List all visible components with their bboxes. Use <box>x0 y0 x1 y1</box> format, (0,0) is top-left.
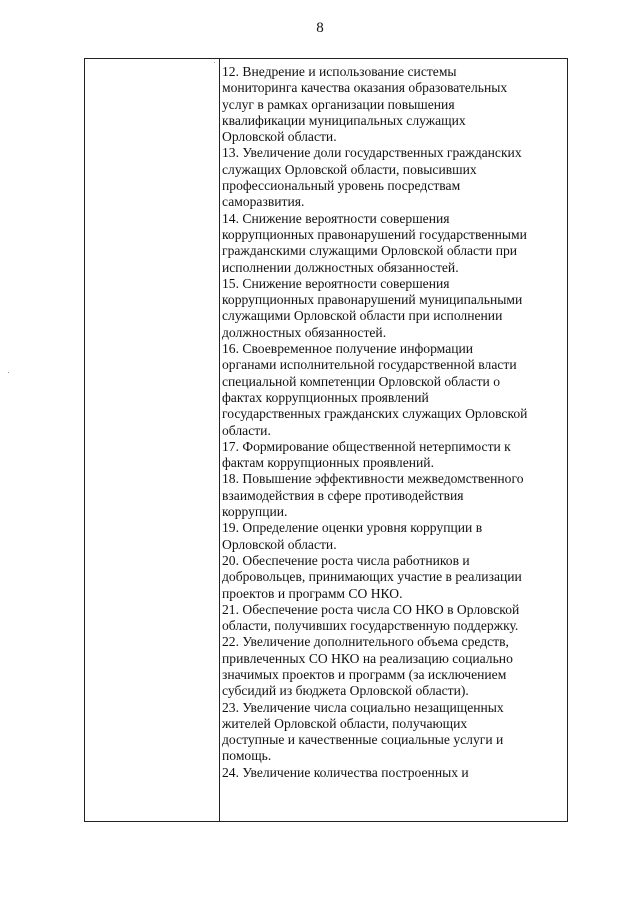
indicator-line: 17. Формирование общественной нетерпимости к <box>222 438 511 454</box>
indicator-item <box>222 341 566 439</box>
indicator-line: Орловской области. <box>222 536 337 552</box>
indicator-line: 14. Снижение вероятности совершения <box>222 210 450 226</box>
indicator-line: служащими Орловской области при исполнении <box>222 308 503 324</box>
scan-speck <box>214 62 215 63</box>
indicator-line: коррупционных правонарушений муниципальными <box>222 292 523 308</box>
indicator-line: помощь. <box>222 748 272 764</box>
indicator-item <box>222 276 566 341</box>
indicators-cell <box>222 64 566 781</box>
indicator-line: фактах коррупционных проявлений <box>222 389 429 405</box>
indicator-line: доступные и качественные социальные услуги и <box>222 732 504 748</box>
indicator-line: взаимодействия в сфере противодействия <box>222 487 464 503</box>
indicator-line: 19. Определение оценки уровня коррупции в <box>222 520 483 536</box>
indicator-line: 24. Увеличение количества построенных и <box>222 764 469 780</box>
document-table <box>84 58 568 822</box>
scan-speck <box>8 372 9 373</box>
indicator-line: профессиональный уровень посредствам <box>222 178 461 194</box>
indicator-item <box>222 602 566 635</box>
indicator-line: привлеченных СО НКО на реализацию социально <box>222 650 513 666</box>
indicator-line: значимых проектов и программ (за исключением <box>222 666 507 682</box>
indicator-line: саморазвития. <box>222 194 305 210</box>
indicator-line: должностных обязанностей. <box>222 324 387 340</box>
indicator-line: области, получивших государственную поддержку. <box>222 618 519 634</box>
indicator-line: квалификации муниципальных служащих <box>222 112 466 128</box>
indicator-line: услуг в рамках организации повышения <box>222 96 455 112</box>
indicator-line: 20. Обеспечение роста числа работников и <box>222 552 470 568</box>
page-number: 8 <box>316 20 324 36</box>
indicator-line: государственных гражданских служащих Орловской <box>222 406 528 422</box>
indicator-item <box>222 765 566 781</box>
indicator-line: 15. Снижение вероятности совершения <box>222 275 450 291</box>
indicator-line: коррупционных правонарушений государственными <box>222 226 527 242</box>
indicator-line: Орловской области. <box>222 129 337 145</box>
indicator-item <box>222 520 566 553</box>
column-divider <box>219 59 220 821</box>
indicator-line: 23. Увеличение числа социально незащищенных <box>222 699 504 715</box>
indicator-line: 21. Обеспечение роста числа СО НКО в Орловской <box>222 601 520 617</box>
indicator-line: специальной компетенции Орловской области о <box>222 373 501 389</box>
indicator-line: коррупции. <box>222 504 288 520</box>
indicator-line: мониторинга качества оказания образовательных <box>222 80 508 96</box>
indicator-line: 13. Увеличение доли государственных гражданских <box>222 145 522 161</box>
indicator-line: 12. Внедрение и использование системы <box>222 64 457 79</box>
indicator-line: области. <box>222 422 271 438</box>
indicator-line: жителей Орловской области, получающих <box>222 715 468 731</box>
indicator-line: служащих Орловской области, повысивших <box>222 161 477 177</box>
indicator-item <box>222 700 566 765</box>
indicator-item <box>222 553 566 602</box>
indicator-item <box>222 211 566 276</box>
indicator-line: фактам коррупционных проявлений. <box>222 455 434 471</box>
indicator-item <box>222 439 566 472</box>
indicator-item <box>222 634 566 699</box>
indicator-line: 16. Своевременное получение информации <box>222 341 474 357</box>
indicator-line: субсидий из бюджета Орловской области). <box>222 683 469 699</box>
indicator-line: 22. Увеличение дополнительного объема средств, <box>222 634 509 650</box>
indicator-item <box>222 471 566 520</box>
indicator-item <box>222 64 566 145</box>
indicator-line: проектов и программ СО НКО. <box>222 585 403 601</box>
indicator-line: исполнении должностных обязанностей. <box>222 259 459 275</box>
indicator-line: органами исполнительной государственной власти <box>222 357 517 373</box>
left-column-cell <box>85 59 219 821</box>
indicator-line: 18. Повышение эффективности межведомственного <box>222 471 524 487</box>
indicator-line: гражданскими служащими Орловской области при <box>222 243 518 259</box>
indicator-line: добровольцев, принимающих участие в реализации <box>222 569 522 585</box>
indicator-item <box>222 145 566 210</box>
